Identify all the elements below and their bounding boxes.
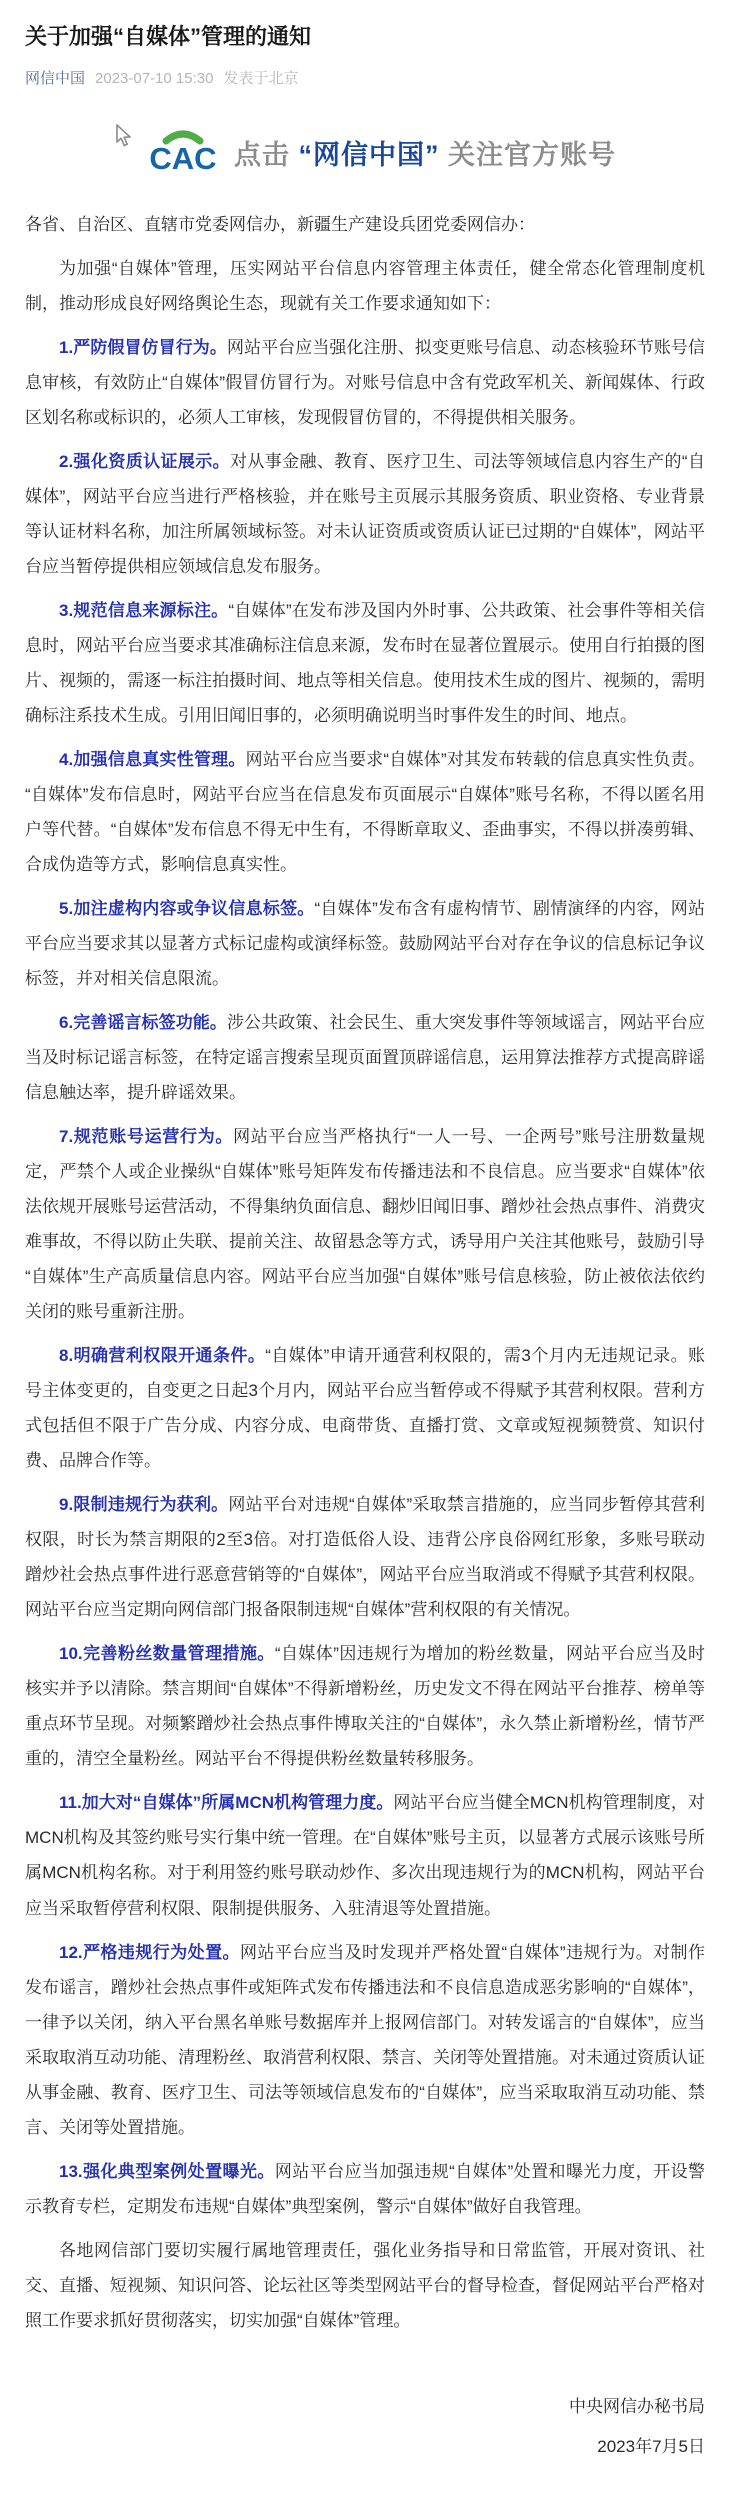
notice-item-body: “自媒体”申请开通营利权限的，需3个月内无违规记录。账号主体变更的，自变更之日起3个月内，网站平台应当暂停或不得赋予其营利权限。营利方式包括但不限于广告分成、内容分成、电商带货、直播打赏、文章或短视频赞赏、知识付费、品牌合作等。 xyxy=(25,1346,705,1471)
banner-suffix: 关注官方账号 xyxy=(448,139,617,170)
notice-item-lead: 2.强化资质认证展示。 xyxy=(59,451,230,471)
follow-account-banner[interactable] xyxy=(25,126,705,179)
notice-item-lead: 3.规范信息来源标注。 xyxy=(59,600,229,620)
notice-item-body: “自媒体”发布含有虚构情节、剧情演绎的内容，网站平台应当要求其以显著方式标记虚构或演绎标签。鼓励网站平台对存在争议的信息标记争议标签，并对相关信息限流。 xyxy=(25,899,705,989)
notice-item-body: 网站平台应当健全MCN机构管理制度，对MCN机构及其签约账号实行集中统一管理。在“自媒体”账号主页，以显著方式展示该账号所属MCN机构名称。对于利用签约账号联动炒作、多次出现违规行为的MCN机构，网站平台应当采取暂停营利权限、限制提供服务、入驻清退等处置措施。 xyxy=(25,1793,705,1918)
notice-item-paragraph xyxy=(25,1487,705,1627)
signoff xyxy=(25,2390,705,2464)
notice-item-lead: 5.加注虚构内容或争议信息标签。 xyxy=(59,899,315,919)
notice-item-lead: 6.完善谣言标签功能。 xyxy=(59,1013,227,1033)
notice-item-paragraph xyxy=(25,891,705,996)
publish-location: 发表于北京 xyxy=(223,69,299,87)
notice-item-lead: 11.加大对“自媒体”所属MCN机构管理力度。 xyxy=(59,1793,394,1813)
signoff-date: 2023年7月5日 xyxy=(597,2436,705,2456)
banner-prefix: 点击 xyxy=(233,139,290,170)
banner-account-highlight: “网信中国” xyxy=(298,139,440,170)
mouse-cursor-icon xyxy=(114,124,132,153)
notice-item-paragraph xyxy=(25,1119,705,1329)
account-name-link[interactable]: 网信中国 xyxy=(25,69,86,87)
notice-item-body: “自媒体”在发布涉及国内外时事、公共政策、社会事件等相关信息时，网站平台应当要求其准确标注信息来源，发布时在显著位置展示。使用自行拍摄的图片、视频的，需逐一标注拍摄时间、地点等相关信息。使用技术生成的图片、视频的，需明确标注系技术生成。引用旧闻旧事的，必须明确说明当时事件发生的时间、地点。 xyxy=(25,600,705,725)
notice-item-body: 网站平台应当强化注册、拟变更账号信息、动态核验环节账号信息审核，有效防止“自媒体”假冒仿冒行为。对账号信息中含有党政军机关、新闻媒体、行政区划名称或标识的，必须人工审核，发现假冒仿冒的，不得提供相关服务。 xyxy=(25,337,705,427)
article-body xyxy=(25,207,705,2464)
banner-text xyxy=(234,133,616,172)
notice-item-body: 网站平台应当及时发现并严格处置“自媒体”违规行为。对制作发布谣言，蹭炒社会热点事件或矩阵式发布传播违法和不良信息造成恶劣影响的“自媒体”，一律予以关闭，纳入平台黑名单账号数据库并上报网信部门。对转发谣言的“自媒体”，应当采取取消互动功能、清理粉丝、取消营利权限、禁言、关闭等处置措施。对未通过资质认证从事金融、教育、医疗卫生、司法等领域信息发布的“自媒体”，应当采取取消互动功能、禁言、关闭等处置措施。 xyxy=(25,1942,705,2137)
article-items xyxy=(25,330,705,2224)
notice-item-lead: 4.加强信息真实性管理。 xyxy=(59,750,246,770)
byline xyxy=(25,67,705,88)
notice-item-body: 网站平台应当加强违规“自媒体”处置和曝光力度，开设警示教育专栏，定期发布违规“自媒体”典型案例，警示“自媒体”做好自我管理。 xyxy=(25,2161,705,2216)
page-title: 关于加强“自媒体”管理的通知 xyxy=(25,24,312,49)
notice-item-body: 涉公共政策、社会民生、重大突发事件等领域谣言，网站平台应当及时标记谣言标签，在特定谣言搜索呈现页面置顶辟谣信息，运用算法推荐方式提高辟谣信息触达率，提升辟谣效果。 xyxy=(25,1013,705,1103)
cac-logo-text: CAC xyxy=(149,140,217,174)
notice-item-paragraph xyxy=(25,2154,705,2224)
notice-item-lead: 1.严防假冒仿冒行为。 xyxy=(59,337,227,357)
notice-item-paragraph xyxy=(25,1935,705,2145)
notice-item-lead: 13.强化典型案例处置曝光。 xyxy=(59,2161,275,2181)
notice-item-lead: 12.严格违规行为处置。 xyxy=(59,1942,240,1962)
cac-logo xyxy=(146,126,220,179)
notice-item-lead: 10.完善粉丝数量管理措施。 xyxy=(59,1644,275,1664)
notice-item-paragraph xyxy=(25,1338,705,1478)
intro-paragraph: 为加强“自媒体”管理，压实网站平台信息内容管理主体责任，健全常态化管理制度机制，推动形成良好网络舆论生态，现就有关工作要求通知如下： xyxy=(25,258,705,313)
notice-item-paragraph xyxy=(25,1636,705,1776)
notice-item-paragraph xyxy=(25,1005,705,1110)
notice-item-paragraph xyxy=(25,593,705,733)
notice-item-lead: 9.限制违规行为获利。 xyxy=(59,1495,229,1515)
notice-item-lead: 8.明确营利权限开通条件。 xyxy=(59,1346,266,1366)
closing-paragraph: 各地网信部门要切实履行属地管理责任，强化业务指导和日常监管，开展对资讯、社交、直播、短视频、知识问答、论坛社区等类型网站平台的督导检查，督促网站平台严格对照工作要求抓好贯彻落实，切实加强“自媒体”管理。 xyxy=(25,2240,705,2330)
notice-item-body: 网站平台应当要求“自媒体”对其发布转载的信息真实性负责。“自媒体”发布信息时，网站平台应当在信息发布页面展示“自媒体”账号名称，不得以匿名用户等代替。“自媒体”发布信息不得无中生有，不得断章取义、歪曲事实，不得以拼凑剪辑、合成伪造等方式，影响信息真实性。 xyxy=(25,750,705,875)
notice-item-lead: 7.规范账号运营行为。 xyxy=(59,1127,234,1147)
notice-item-paragraph xyxy=(25,330,705,435)
notice-item-body: 网站平台应当严格执行“一人一号、一企两号”账号注册数量规定，严禁个人或企业操纵“自媒体”账号矩阵发布传播违法和不良信息。应当要求“自媒体”依法依规开展账号运营活动，不得集纳负面信息、翻炒旧闻旧事、蹭炒社会热点事件、消费灾难事故，不得以防止失联、提前关注、故留悬念等方式，诱导用户关注其他账号，鼓励引导“自媒体”生产高质量信息内容。网站平台应当加强“自媒体”账号信息核验，防止被依法依约关闭的账号重新注册。 xyxy=(25,1127,705,1322)
notice-item-paragraph xyxy=(25,742,705,882)
signoff-org: 中央网信办秘书局 xyxy=(569,2396,705,2416)
notice-item-body: 对从事金融、教育、医疗卫生、司法等领域信息内容生产的“自媒体”，网站平台应当进行严格核验，并在账号主页展示其服务资质、职业资格、专业背景等认证材料名称，加注所属领域标签。对未认证资质或资质认证已过期的“自媒体”，网站平台应当暂停提供相应领域信息发布服务。 xyxy=(25,451,705,576)
publish-datetime: 2023-07-10 15:30 xyxy=(95,69,214,87)
notice-item-paragraph xyxy=(25,444,705,584)
notice-item-paragraph xyxy=(25,1785,705,1925)
salutation: 各省、自治区、直辖市党委网信办，新疆生产建设兵团党委网信办： xyxy=(25,214,535,234)
notice-item-body: “自媒体”因违规行为增加的粉丝数量，网站平台应当及时核实并予以清除。禁言期间“自媒体”不得新增粉丝，历史发文不得在网站平台推荐、榜单等重点环节呈现。对频繁蹭炒社会热点事件博取关注的“自媒体”，永久禁止新增粉丝，情节严重的，清空全量粉丝。网站平台不得提供粉丝数量转移服务。 xyxy=(25,1644,705,1769)
notice-item-body: 网站平台对违规“自媒体”采取禁言措施的，应当同步暂停其营利权限，时长为禁言期限的2至3倍。对打造低俗人设、违背公序良俗网红形象，多账号联动蹭炒社会热点事件进行恶意营销等的“自媒体”，网站平台应当取消或不得赋予其营利权限。网站平台应当定期向网信部门报备限制违规“自媒体”营利权限的有关情况。 xyxy=(25,1495,705,1620)
